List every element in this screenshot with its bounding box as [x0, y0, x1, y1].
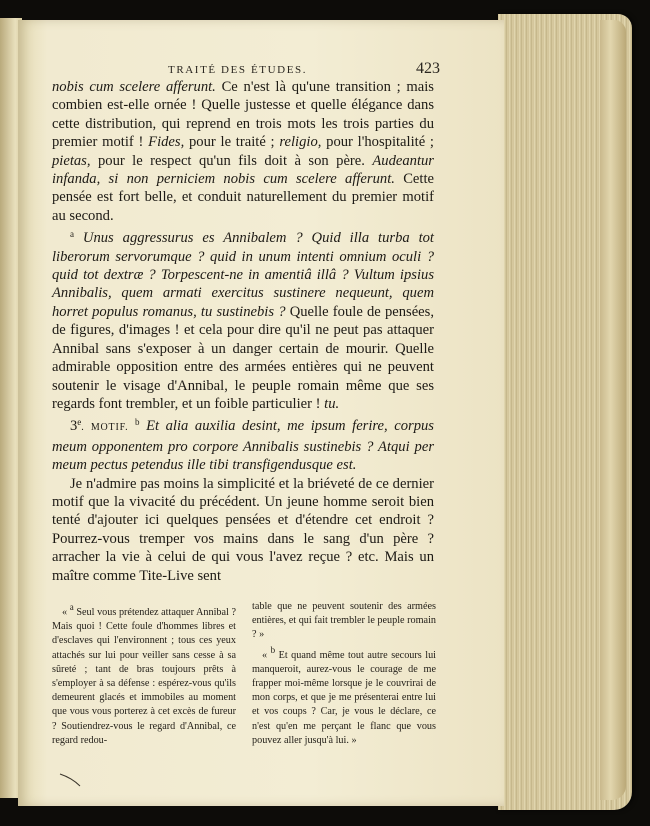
- book-page: [18, 20, 504, 806]
- footnote-text: Et quand même tout autre secours lui manqueroit, aurez-vous le courage de me frapper moi-même lorsque je le couvrirai de mon corps, et que je me présenterai entre lui et vos coups ? Car, je vous le déclare, ce n'est qu'en me perçant le flanc que vous pouvez aller jusqu'à lui. »: [252, 649, 437, 746]
- latin-word: Fides,: [148, 134, 185, 151]
- note-mark: a: [69, 602, 74, 612]
- paragraph-2: [52, 225, 434, 413]
- paragraph-1: [52, 78, 434, 225]
- latin-word: pietas,: [52, 152, 91, 169]
- footnote-text: Seul vous prétendez attaquer Annibal ? Mais quoi ! Cette foule d'hommes libres et d'esclaves qui l'environnent ; tous ces yeux attachés sur lui pour veiller sans cesse à sa sûreté ; tant de bras toujours prêts à s'employer à sa défense : espérez-vous qu'ils demeurent glacés et immobiles au moment que vous vous porterez à cet excès de fureur ? Soutiendrez-vous le regard d'Annibal, ce regard redou-: [52, 607, 236, 746]
- latin-word: tu.: [324, 395, 340, 412]
- latin-quote: Et alia auxilia desint, me ipsum ferire, corpus meum opponentem pro corpore Annibalis sustinebis ? Atqui per meum pectus petendus ille tibi transfigendusque est.: [52, 418, 434, 474]
- text-run: Quelle foule de pensées, de figures, d'images ! et cela pour dire qu'il ne peut pas attaquer Annibal sans s'exposer à un danger certain de mourir. Quelle admirable opposition entre des armées entières qui ne peuvent soutenir le visage d'Annibal, le peuple romain même que ses regards font trembler, et un foible particulier !: [52, 303, 434, 412]
- page-number: 423: [416, 60, 440, 77]
- text-run: pour le traité ;: [184, 134, 280, 151]
- motif-label: . MOTIF.: [81, 422, 129, 434]
- motif-number: 3: [70, 418, 78, 435]
- note-mark: a: [70, 229, 74, 240]
- footnotes: [52, 600, 436, 748]
- quote-open: «: [262, 649, 271, 661]
- text-run: Ce n'est là qu'une transition ; mais combien est-elle ornée ! Quelle justesse et quelle élégance dans cette distribution, qui reprend en trois mots les trois parties du premier motif !: [52, 79, 434, 151]
- ordinal-suffix: e: [77, 417, 82, 428]
- pencil-mark-icon: [58, 770, 98, 790]
- main-text: [52, 78, 434, 585]
- paragraph-4: [52, 475, 434, 585]
- quote-open: «: [62, 607, 70, 618]
- note-mark: b: [135, 417, 140, 428]
- text-run: pour le respect qu'un fils doit à son père.: [90, 152, 373, 169]
- footnote-a: [52, 600, 236, 748]
- latin-quote: Audeantur infanda, si non perniciem nobis cum scelere afferunt.: [52, 152, 434, 188]
- text-run: Cette pensée est fort belle, et conduit naturellement du premier motif au second.: [52, 171, 434, 224]
- note-mark: b: [270, 644, 276, 655]
- running-title: TRAITÉ DES ÉTUDES.: [168, 64, 308, 76]
- footnote-a-continued: table que ne peuvent soutenir des armées entières, et qui fait trembler le peuple romain ? »: [252, 601, 436, 641]
- latin-quote: nobis cum scelere afferunt.: [52, 79, 216, 95]
- text-run: pour l'hospitalité ;: [321, 134, 434, 151]
- footnote-left-column: [52, 600, 236, 748]
- footnote-right-column: [252, 600, 436, 748]
- text-run: Je n'admire pas moins la simplicité et la briéveté de ce dernier motif que la vivacité du précédent. Un jeune homme seroit bien tenté d'ajouter ici quelques pensées et d'étendre cet endroit ? Pourrez-vous tremper vos mains dans le sang d'un père ? arracher la vie à celui de qui vous l'avez reçue ? etc. Mais un maître comme Tite-Live sent: [52, 475, 434, 584]
- latin-word: religio,: [279, 134, 322, 151]
- footnote-b: [252, 643, 436, 748]
- paragraph-3: [52, 413, 434, 474]
- book-cover-edge: [600, 20, 626, 800]
- latin-quote: Unus aggressurus es Annibalem ? Quid illa turba tot liberorum servorumque ? quid in unum intenti omnium oculi ? quid tot dextræ ? Torpescent-ne in amentiâ illâ ? Vultum ipsius Annibalis, quem armati exercitus sustinere nequeunt, quem horret populus romanus, tu sustinebis ?: [52, 230, 434, 320]
